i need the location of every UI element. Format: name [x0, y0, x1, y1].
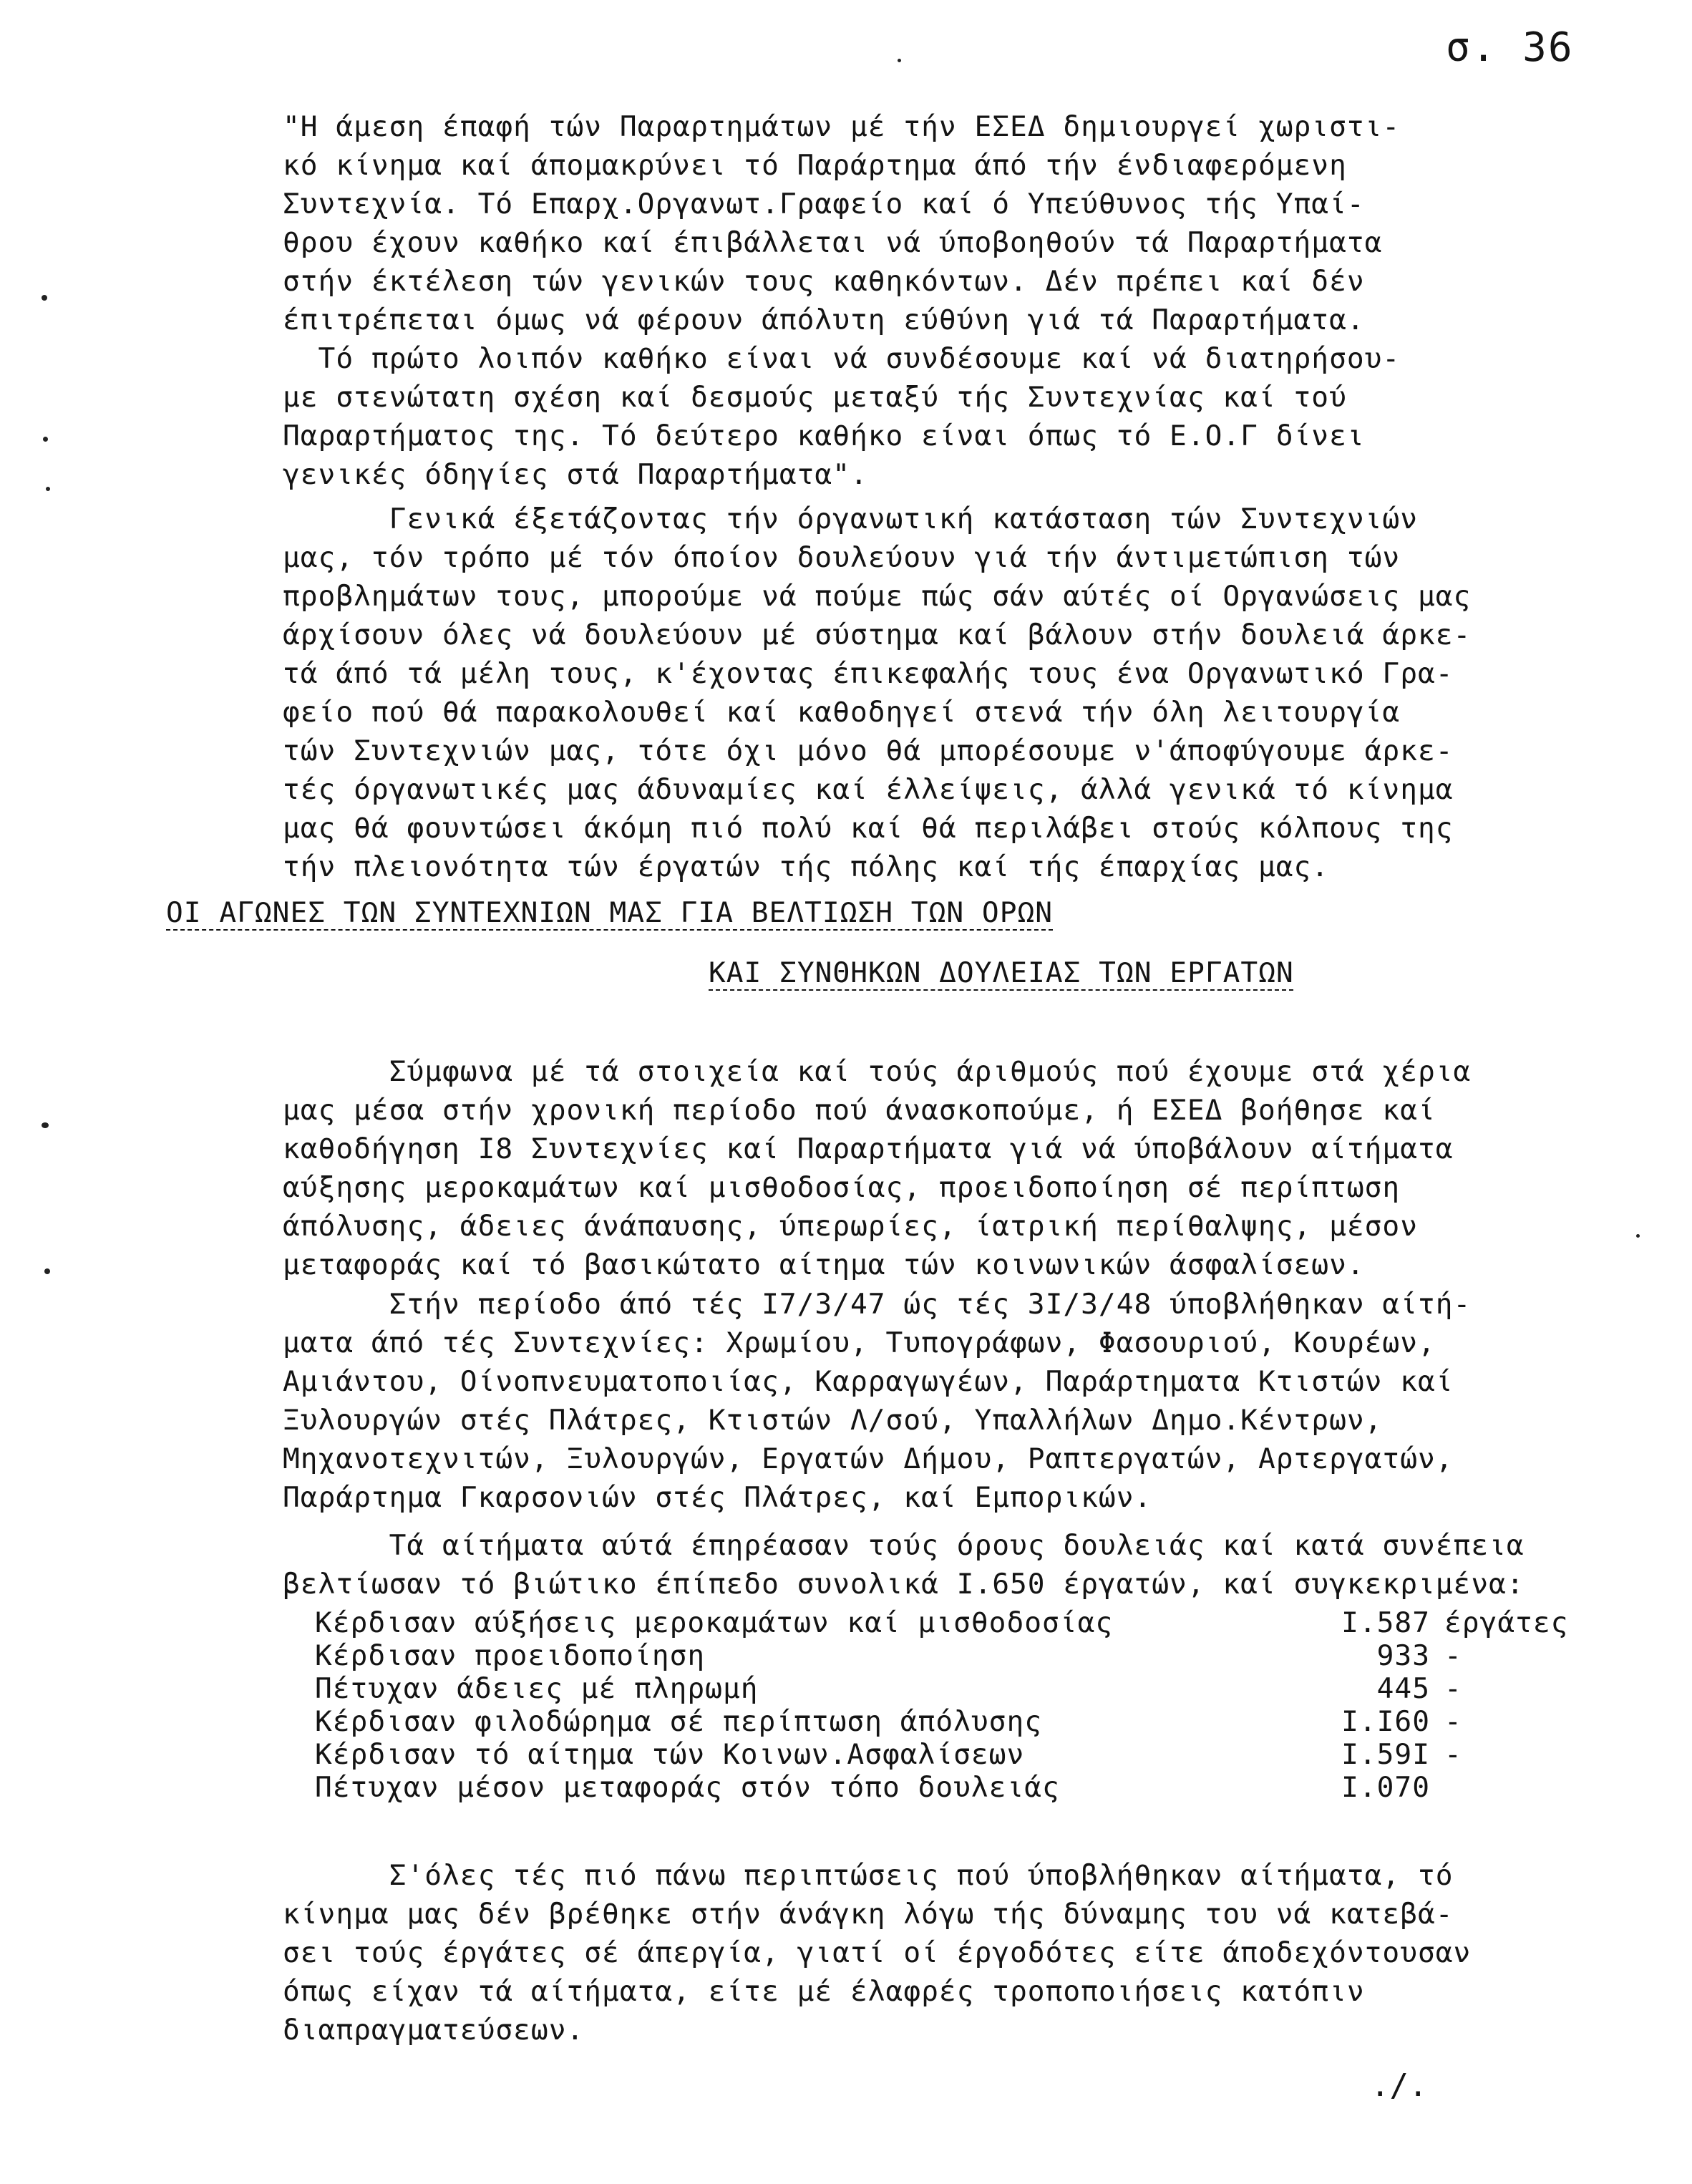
- result-value: Ι.59Ι: [1341, 1738, 1430, 1771]
- result-label: Κέρδισαν τό αίτημα τών Κοινων.Ασφαλίσεων: [315, 1738, 1025, 1771]
- text-line: Ξυλουργών στές Πλάτρες, Κτιστών Λ/σού, Υπαλλήλων Δημο.Κέντρων,: [283, 1404, 1383, 1437]
- text-line: Στήν περίοδο άπό τές Ι7/3/47 ώς τές 3Ι/3/48 ύποβλήθηκαν αίτή-: [283, 1288, 1472, 1321]
- result-label: Πέτυχαν μέσον μεταφοράς στόν τόπο δουλειάς: [315, 1771, 1060, 1804]
- page-number: σ. 36: [1446, 24, 1574, 71]
- text-line: τήν πλειονότητα τών έργατών τής πόλης καί τής έπαρχίας μας.: [283, 850, 1330, 883]
- text-line: προβλημάτων τους, μπορούμε νά πούμε πώς σάν αύτές οί Οργανώσεις μας: [283, 580, 1472, 613]
- scan-speck: [42, 1122, 49, 1128]
- text-line: Παράρτημα Γκαρσονιών στές Πλάτρες, καί Εμπορικών.: [283, 1481, 1152, 1514]
- text-line: στήν έκτέλεση τών γενικών τους καθηκόντων. Δέν πρέπει καί δέν: [283, 265, 1365, 298]
- text-line: ματα άπό τές Συντεχνίες: Χρωμίου, Τυπογράφων, Φασουριού, Κουρέων,: [283, 1326, 1436, 1359]
- text-line: βελτίωσαν τό βιώτικο έπίπεδο συνολικά Ι.650 έργατών, καί συγκεκριμένα:: [283, 1568, 1525, 1601]
- paragraph-conclusion: [283, 1856, 1664, 2049]
- text-line: έπιτρέπεται όμως νά φέρουν άπόλυτη εύθύνη γιά τά Παραρτήματα.: [283, 304, 1365, 336]
- text-line: άπόλυσης, άδειες άνάπαυσης, ύπερωρίες, ίατρική περίθαλψης, μέσον: [283, 1210, 1418, 1243]
- text-line: μεταφοράς καί τό βασικώτατο αίτημα τών κοινωνικών άσφαλίσεων.: [283, 1248, 1365, 1281]
- text-line: κίνημα μας δέν βρέθηκε στήν άνάγκη λόγω τής δύναμης του νά κατεβά-: [283, 1898, 1454, 1931]
- text-line: μας, τόν τρόπο μέ τόν όποίον δουλεύουν γιά τήν άντιμετώπιση τών: [283, 541, 1401, 574]
- text-line: με στενώτατη σχέση καί δεσμούς μεταξύ τής Συντεχνίας καί τού: [283, 381, 1347, 414]
- text-line: Γενικά έξετάζοντας τήν όργανωτική κατάσταση τών Συντεχνιών: [283, 503, 1418, 535]
- text-line: φείο πού θά παρακολουθεί καί καθοδηγεί στενά τήν όλη λειτουργία: [283, 696, 1401, 729]
- text-line: Τά αίτήματα αύτά έπηρέασαν τούς όρους δουλειάς καί κατά συνέπεια: [283, 1529, 1525, 1562]
- result-value: Ι.070: [1341, 1771, 1430, 1804]
- scan-speck: [43, 437, 48, 442]
- result-label: Πέτυχαν άδειες μέ πληρωμή: [315, 1672, 759, 1705]
- general-paragraph: [283, 500, 1664, 886]
- text-line: Μηχανοτεχνιτών, Ξυλουργών, Εργατών Δήμου, Ραπτεργατών, Αρτεργατών,: [283, 1442, 1454, 1475]
- text-line: Συντεχνία. Τό Επαρχ.Οργανωτ.Γραφείο καί ό Υπεύθυνος τής Υπαί-: [283, 188, 1365, 220]
- text-line: Αμιάντου, Οίνοπνευματοποιίας, Καρραγωγέων, Παράρτηματα Κτιστών καί: [283, 1365, 1454, 1398]
- result-value: 445: [1376, 1672, 1430, 1705]
- result-label: Κέρδισαν προειδοποίηση: [315, 1639, 706, 1672]
- text-line: Παραρτήματος της. Τό δεύτερο καθήκο είναι όπως τό Ε.Ο.Γ δίνει: [283, 419, 1365, 452]
- text-line: γενικές όδηγίες στά Παραρτήματα".: [283, 458, 868, 491]
- text-line: καθοδήγηση Ι8 Συντεχνίες καί Παραρτήματα γιά νά ύποβάλουν αίτήματα: [283, 1132, 1454, 1165]
- text-line: "Η άμεση έπαφή τών Παραρτημάτων μέ τήν ΕΣΕΔ δημιουργεί χωριστι-: [283, 110, 1401, 143]
- text-line: τές όργανωτικές μας άδυναμίες καί έλλείψεις, άλλά γενικά τό κίνημα: [283, 773, 1454, 806]
- paragraph-requests: [283, 1285, 1664, 1517]
- text-line: όπως είχαν τά αίτήματα, είτε μέ έλαφρές τροποποιήσεις κατόπιν: [283, 1975, 1365, 2008]
- continuation-mark: ./.: [1371, 2067, 1428, 2104]
- text-line: μας μέσα στήν χρονική περίοδο πού άνασκοπούμε, ή ΕΣΕΔ βοήθησε καί: [283, 1094, 1436, 1127]
- scan-speck: [898, 59, 901, 62]
- result-unit: -: [1444, 1672, 1462, 1705]
- text-line: αύξησης μεροκαμάτων καί μισθοδοσίας, προειδοποίηση σέ περίπτωση: [283, 1171, 1401, 1204]
- scan-speck: [44, 1268, 50, 1274]
- result-value: 933: [1376, 1639, 1430, 1672]
- scan-speck: [46, 487, 50, 491]
- scan-speck: [1636, 1234, 1640, 1238]
- section-heading-line-1: ΟΙ ΑΓΩΝΕΣ ΤΩΝ ΣΥΝΤΕΧΝΙΩΝ ΜΑΣ ΓΙΑ ΒΕΛΤΙΩΣΗ ΤΩΝ ΟΡΩΝ: [166, 896, 1054, 929]
- result-value: Ι.587: [1341, 1606, 1430, 1639]
- text-line: διαπραγματεύσεων.: [283, 2014, 585, 2047]
- result-label: Κέρδισαν φιλοδώρημα σέ περίπτωση άπόλυσης: [315, 1705, 1043, 1738]
- section-heading-line-2: ΚΑΙ ΣΥΝΘΗΚΩΝ ΔΟΥΛΕΙΑΣ ΤΩΝ ΕΡΓΑΤΩΝ: [709, 956, 1294, 989]
- text-line: τά άπό τά μέλη τους, κ'έχοντας έπικεφαλής τους ένα Οργανωτικό Γρα-: [283, 657, 1454, 690]
- paragraph-effect: [283, 1526, 1664, 1603]
- text-line: τών Συντεχνιών μας, τότε όχι μόνο θά μπορέσουμε ν'άποφύγουμε άρκε-: [283, 734, 1454, 767]
- scan-speck: [42, 295, 47, 301]
- text-line: θρου έχουν καθήκο καί έπιβάλλεται νά ύποβοηθούν τά Παραρτήματα: [283, 226, 1383, 259]
- result-unit: -: [1444, 1639, 1462, 1672]
- text-line: κό κίνημα καί άπομακρύνει τό Παράρτημα άπό τήν ένδιαφερόμενη: [283, 149, 1347, 182]
- result-value: Ι.Ι60: [1341, 1705, 1430, 1738]
- result-unit: έργάτες: [1444, 1606, 1569, 1639]
- text-line: άρχίσουν όλες νά δουλεύουν μέ σύστημα καί βάλουν στήν δουλειά άρκε-: [283, 618, 1472, 651]
- result-unit: -: [1444, 1738, 1462, 1771]
- text-line: μας θά φουντώσει άκόμη πιό πολύ καί θά περιλάβει στούς κόλπους της: [283, 812, 1454, 845]
- quote-paragraph: [283, 107, 1664, 494]
- text-line: σει τούς έργάτες σέ άπεργία, γιατί οί έργοδότες είτε άποδεχόντουσαν: [283, 1936, 1472, 1969]
- result-unit: -: [1444, 1705, 1462, 1738]
- paragraph-data: [283, 1052, 1664, 1284]
- text-line: Σύμφωνα μέ τά στοιχεία καί τούς άριθμούς πού έχουμε στά χέρια: [283, 1055, 1472, 1088]
- text-line: Τό πρώτο λοιπόν καθήκο είναι νά συνδέσουμε καί νά διατηρήσου-: [283, 342, 1401, 375]
- text-line: Σ'όλες τές πιό πάνω περιπτώσεις πού ύποβλήθηκαν αίτήματα, τό: [283, 1859, 1454, 1892]
- result-label: Κέρδισαν αύξήσεις μεροκαμάτων καί μισθοδοσίας: [315, 1606, 1114, 1639]
